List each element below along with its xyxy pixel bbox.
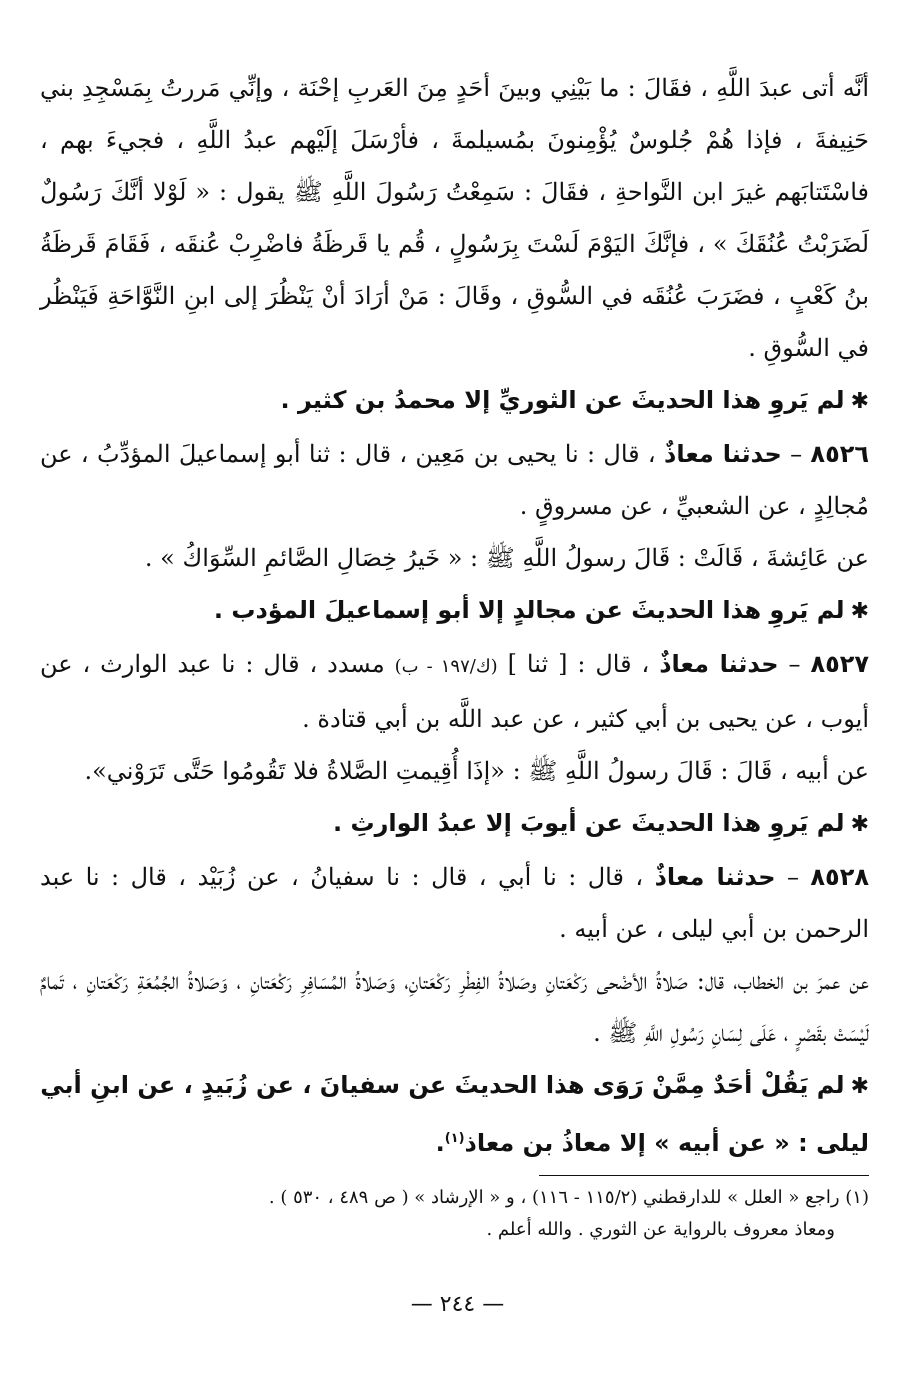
hadith-lead: حدثنا معاذٌ: [659, 650, 779, 678]
narration-paragraph: أنَّه أتى عبدَ اللَّهِ ، فقَالَ : ما بَيْنِي وبينَ أحَدٍ مِنَ العَربِ إحْنَة ، وإنِّي مَررتُ بِمَسْجِدِ بني حَنِيفةَ ، فإذا هُمْ جُلوسٌ يُؤْمِنونَ بمُسيلمةَ ، فأرْسَلَ إلَيْهم عبدُ اللَّهِ ، فجيءَ بهم ، فاسْتَتابَهم غيرَ ابن النَّواحةِ ، فقَالَ : سَمِعْتُ رَسُولَ اللَّهِ ﷺ يقول : « لَوْلا أنَّكَ رَسُولٌ لَضَرَبْتُ عُنُقَكَ » ، فإنَّكَ اليَوْمَ لَسْتَ بِرَسُولٍ ، قُم يا قَرظَةُ فاضْرِبْ عُنقَه ، فَقَامَ قَرظَةُ بنُ كَعْبٍ ، فضَرَبَ عُنُقَه في السُّوقِ ، وقَالَ : مَنْ أرَادَ أنْ يَنْظُرَ إلى ابنِ النَّوَّاحَةِ فَيَنْظُر في السُّوقِ .: [40, 74, 869, 362]
footnote-text-line-2: ومعاذ معروف بالرواية عن الثوري . والله أعلم .: [486, 1219, 835, 1240]
remark-text: لم يَقُلْ أحَدٌ مِمَّنْ رَوَى هذا الحديثَ عن سفيانَ ، عن زُبَيدٍ ، عن ابنِ أبي ليلى : « عن أبيه » إلا معاذُ بن معاذ: [40, 1071, 869, 1157]
manuscript-reference: (ك/١٩٧ - ب): [394, 656, 498, 677]
hadith-isnad: ، قال : نا أبي ، قال : نا سفيانُ ، عن زُبَيْد ، قال : نا عبد الرحمن بن أبي ليلى ، عن أبيه .: [40, 863, 869, 943]
remark-text: لم يَروِ هذا الحديثَ عن أيوبَ إلا عبدُ الوارثِ .: [333, 809, 845, 837]
remark-line: [40, 374, 869, 428]
footnote: [40, 1182, 869, 1214]
footnote-separator: [539, 1175, 869, 1176]
hadith-8526-matn: عن عَائِشةَ ، قَالَتْ : قَالَ رسولُ اللَّهِ ﷺ : « خَيرُ خِصَالِ الصَّائمِ السِّوَاكُ » .: [144, 544, 869, 572]
remark-line: [40, 797, 869, 851]
hadith-isnad-part-b: مسدد ، قال : نا عبد الوارث ، عن أيوب ، عن يحيى بن أبي كثير ، عن عبد اللَّه بن أبي قتادة .: [40, 650, 869, 733]
page-number: — ٢٤٤ —: [410, 1292, 505, 1317]
footnote-reference: (١): [444, 1131, 465, 1146]
hadith-lead: حدثنا معاذٌ: [654, 863, 776, 891]
remark-text: لم يَروِ هذا الحديثَ عن مجالدٍ إلا أبو إسماعيلَ المؤدب .: [213, 596, 845, 624]
remark-line: [40, 584, 869, 638]
hadith-number: ٨٥٢٧: [810, 650, 870, 678]
hadith-isnad: ، قال : نا يحيى بن مَعِين ، قال : ثنا أبو إسماعيلَ المؤدِّبُ ، عن مُجالِدٍ ، عن الشعبيِّ ، عن مسروقٍ .: [40, 440, 869, 520]
hadith-number: ٨٥٢٦: [810, 440, 870, 468]
footnote-marker: (١): [845, 1187, 869, 1208]
hadith-8526-isnad: ٨٥٢٦ – حدثنا معاذٌ ، قال : نا يحيى بن مَعِين ، قال : ثنا أبو إسماعيلَ المؤدِّبُ ، عن مُجالِدٍ ، عن الشعبيِّ ، عن مسروقٍ .: [40, 440, 870, 520]
hadith-isnad-part-a: ، قال : [ ثنا ]: [507, 650, 650, 678]
hadith-number: ٨٥٢٨: [810, 863, 869, 891]
star-icon: ✱: [850, 812, 869, 837]
hadith-lead: حدثنا معاذٌ: [664, 440, 782, 468]
star-icon: ✱: [850, 1074, 869, 1099]
hadith-8527-isnad: ٨٥٢٧ – حدثنا معاذٌ ، قال : [ ثنا ] (ك/١٩٧ - ب) مسدد ، قال : نا عبد الوارث ، عن أيوب ، عن يحيى بن أبي كثير ، عن عبد اللَّه بن أبي قتادة .: [40, 650, 870, 733]
hadith-8528-isnad: ٨٥٢٨ – حدثنا معاذٌ ، قال : نا أبي ، قال : نا سفيانُ ، عن زُبَيْد ، قال : نا عبد الرحمن بن أبي ليلى ، عن أبيه .: [40, 863, 869, 943]
star-icon: ✱: [850, 599, 869, 624]
remark-text: لم يَروِ هذا الحديثَ عن الثوريِّ إلا محمدُ بن كثير .: [280, 386, 845, 414]
remark-line: ✱لم يَقُلْ أحَدٌ مِمَّنْ رَوَى هذا الحديثَ عن سفيانَ ، عن زُبَيدٍ ، عن ابنِ أبي ليلى : « عن أبيه » إلا معاذُ بن معاذ$^{(١)}$.: [40, 1071, 869, 1157]
hadith-8528-matn: عن عمرَ بن الخطاب، قال: صَلاةُ الأضْحى رَكْعَتانِ وصَلاةُ الفِطْرِ رَكْعَتانِ، وَصَلاةُ المُسَافِرِ رَكْعَتانِ ، وَصَلاةُ الجُمُعَةِ رَكْعَتانِ ، تَمامٌ لَيْسَتْ بقَصْرٍ ، عَلَى لِسَانِ رَسُولِ اللَّهِ ﷺ .: [40, 967, 869, 1047]
hadith-8527-matn: عن أبيه ، قَالَ : قَالَ رسولُ اللَّهِ ﷺ : «إذَا أُقِيمتِ الصَّلاةُ فلا تَقُومُوا حَتَّى تَرَوْني».: [84, 757, 869, 785]
footnote-text-line-1: راجع « العلل » للدارقطني (١١٥/٢ - ١١٦) ، و « الإرشاد » ( ص ٤٨٩ ، ٥٣٠ ) .: [268, 1187, 840, 1208]
star-icon: ✱: [850, 389, 869, 414]
